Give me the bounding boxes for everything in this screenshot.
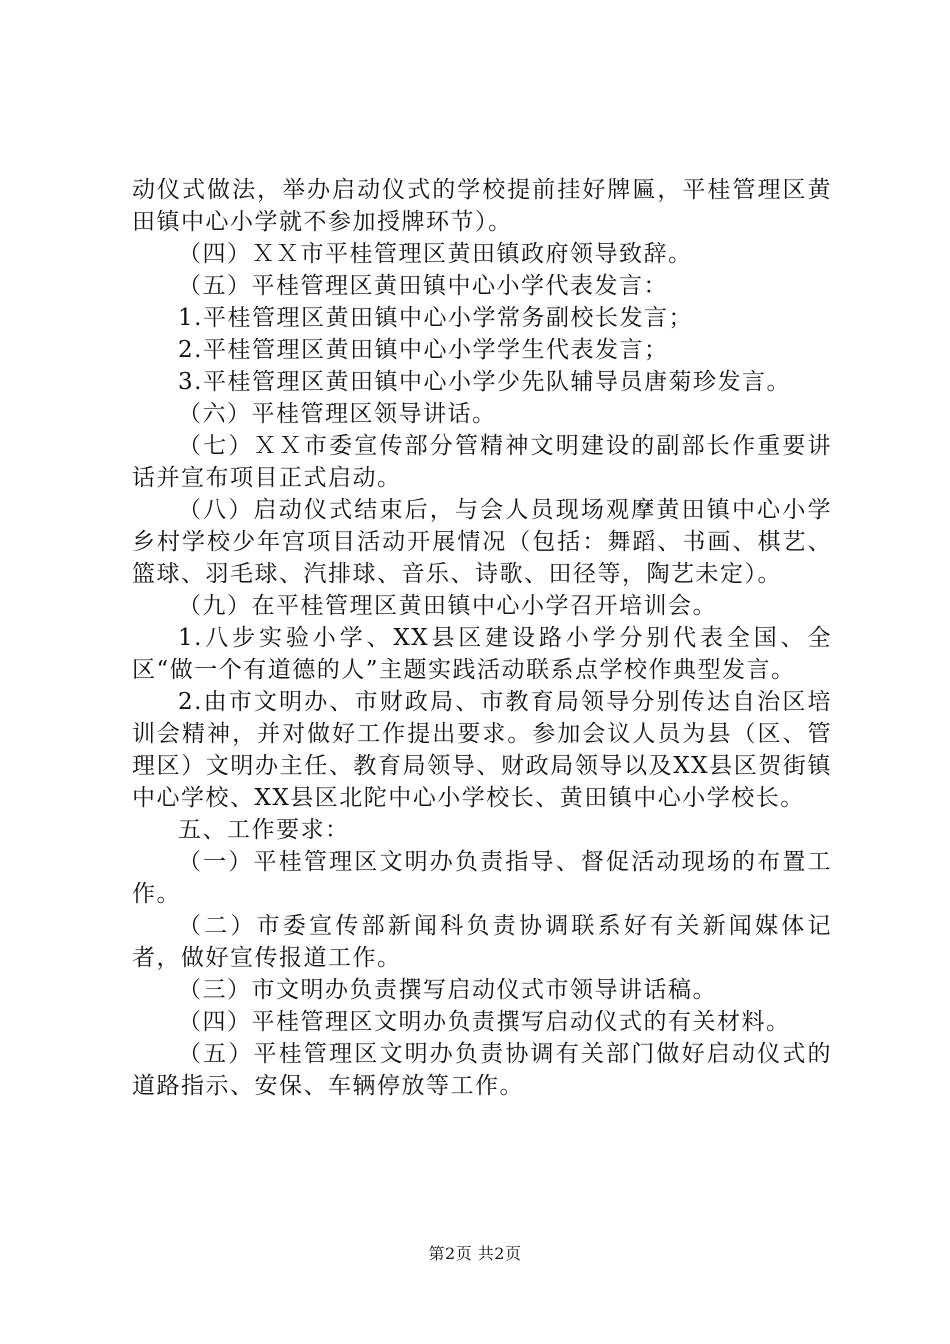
paragraph-continuation: 动仪式做法，举办启动仪式的学校提前挂好牌匾，平桂管理区黄田镇中心小学就不参加授牌环节）。 [132,177,832,235]
paragraph-subitem-9-2: 2.由市文明办、市财政局、市教育局领导分别传达自治区培训会精神，并对做好工作提出要求。参加会议人员为县（区、管理区）文明办主任、教育局领导、财政局领导以及XX县区贺街镇中心学校、XX县区北陀中心小学校长、黄田镇中心小学校长。 [132,689,832,811]
paragraph-item-7: （七）ＸＸ市委宣传部分管精神文明建设的副部长作重要讲话并宣布项目正式启动。 [132,433,832,491]
paragraph-item-4: （四）ＸＸ市平桂管理区黄田镇政府领导致辞。 [178,241,693,267]
paragraph-requirement-1: （一）平桂管理区文明办负责指导、督促活动现场的布置工作。 [132,849,832,907]
paragraph-requirement-2: （二）市委宣传部新闻科负责协调联系好有关新闻媒体记者，做好宣传报道工作。 [132,913,832,971]
paragraph-requirement-4: （四）平桂管理区文明办负责撰写启动仪式的有关材料。 [178,1009,791,1035]
paragraph-requirement-3: （三）市文明办负责撰写启动仪式市领导讲话稿。 [178,977,717,1003]
paragraph-subitem-5-3: 3.平桂管理区黄田镇中心小学少先队辅导员唐菊珍发言。 [178,369,791,395]
section-heading-requirements: 五、工作要求： [178,817,350,843]
page-footer: 第2页 共2页 [428,1244,522,1263]
paragraph-item-5: （五）平桂管理区黄田镇中心小学代表发言： [178,273,668,299]
paragraph-subitem-9-1: 1.八步实验小学、XX县区建设路小学分别代表全国、全区“做一个有道德的人”主题实践活动联系点学校作典型发言。 [132,625,832,683]
paragraph-item-9: （九）在平桂管理区黄田镇中心小学召开培训会。 [178,593,717,619]
paragraph-subitem-5-1: 1.平桂管理区黄田镇中心小学常务副校长发言； [178,305,693,331]
paragraph-item-6: （六）平桂管理区领导讲话。 [178,401,497,427]
paragraph-requirement-5: （五）平桂管理区文明办负责协调有关部门做好启动仪式的道路指示、安保、车辆停放等工作。 [132,1041,832,1099]
paragraph-item-8: （八）启动仪式结束后，与会人员现场观摩黄田镇中心小学乡村学校少年宫项目活动开展情况（包括：舞蹈、书画、棋艺、篮球、羽毛球、汽排球、音乐、诗歌、田径等，陶艺未定）。 [132,497,832,587]
paragraph-subitem-5-2: 2.平桂管理区黄田镇中心小学学生代表发言； [178,337,669,363]
document-body [132,174,832,1102]
